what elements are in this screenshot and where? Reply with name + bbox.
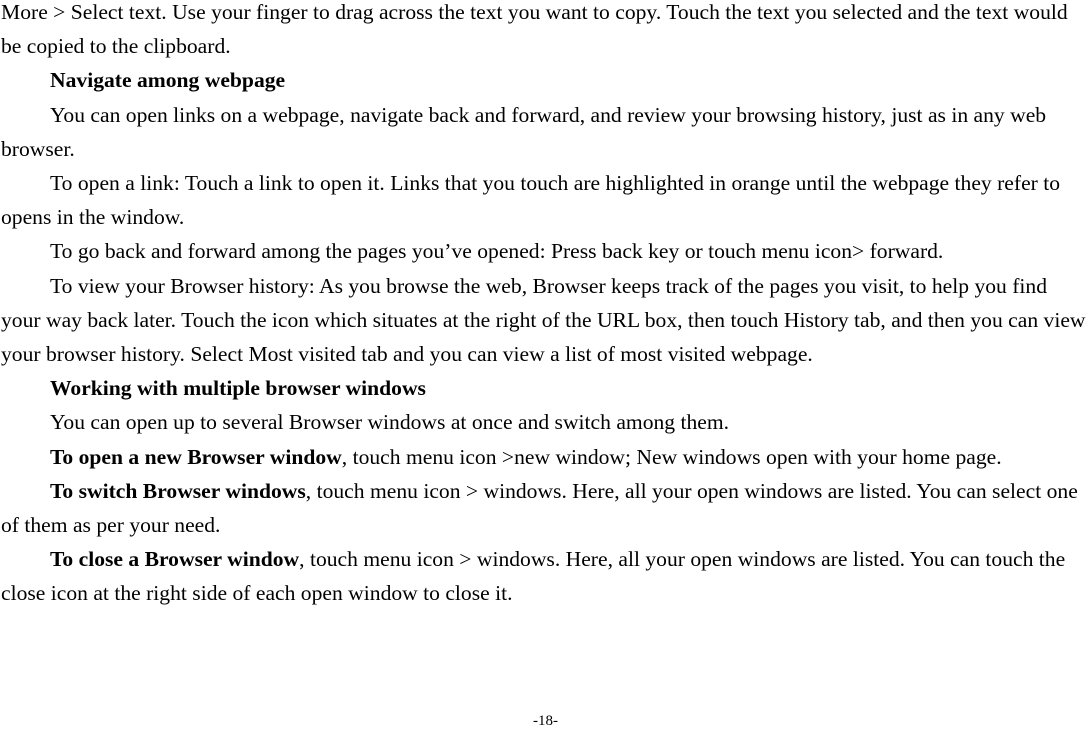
paragraph-text: You can open links on a webpage, navigate back and forward, and review your browsing history, just as in any web browser. (1, 102, 1047, 161)
paragraph-text: More > Select text. Use your finger to drag across the text you want to copy. Touch the text you selected and the text would be copied to the clipboard. (1, 0, 1068, 59)
page-number: -18- (533, 713, 558, 729)
paragraph-text: , touch menu icon >new window; New windows open with your home page. (341, 444, 1002, 469)
paragraph-switch-windows (1, 474, 1089, 542)
paragraph-navigate-intro (1, 98, 1089, 166)
heading-text: Navigate among webpage (50, 68, 286, 93)
paragraph-open-new-window (1, 440, 1089, 474)
paragraph-text: You can open up to several Browser windows at once and switch among them. (50, 410, 730, 435)
paragraph-back-forward (1, 234, 1089, 268)
paragraph-browser-history (1, 269, 1089, 372)
paragraph-lead: To open a new Browser window (50, 444, 342, 469)
paragraph-multiple-windows-intro (1, 405, 1089, 439)
section-heading-multiple-windows (1, 371, 1089, 405)
section-heading-navigate (1, 63, 1089, 97)
paragraph-select-text (1, 0, 1089, 63)
paragraph-lead: To close a Browser window (50, 547, 300, 572)
paragraph-text: , touch menu icon > windows. Here, all your open windows are listed. You can select one of them as per your need. (1, 478, 1078, 538)
paragraph-text: To view your Browser history: As you browse the web, Browser keeps track of the pages you visit, to help you find your way back later. Touch the icon which situates at the right of the URL box, then touch History tab, and then you can view your browser history. Select Most visited tab and you can view a list of most visited webpage. (1, 273, 1086, 367)
paragraph-open-link (1, 166, 1089, 234)
paragraph-lead: To switch Browser windows (50, 478, 306, 503)
heading-text: Working with multiple browser windows (50, 376, 426, 401)
paragraph-close-window (1, 542, 1089, 610)
paragraph-text: To open a link: Touch a link to open it. Links that you touch are highlighted in orange until the webpage they refer to opens in the window. (1, 171, 1061, 230)
paragraph-text: , touch menu icon > windows. Here, all your open windows are listed. You can touch the close icon at the right side of each open window to close it. (1, 547, 1066, 606)
paragraph-text: To go back and forward among the pages you’ve opened: Press back key or touch menu icon> forward. (50, 239, 944, 264)
document-body (1, 0, 1089, 611)
